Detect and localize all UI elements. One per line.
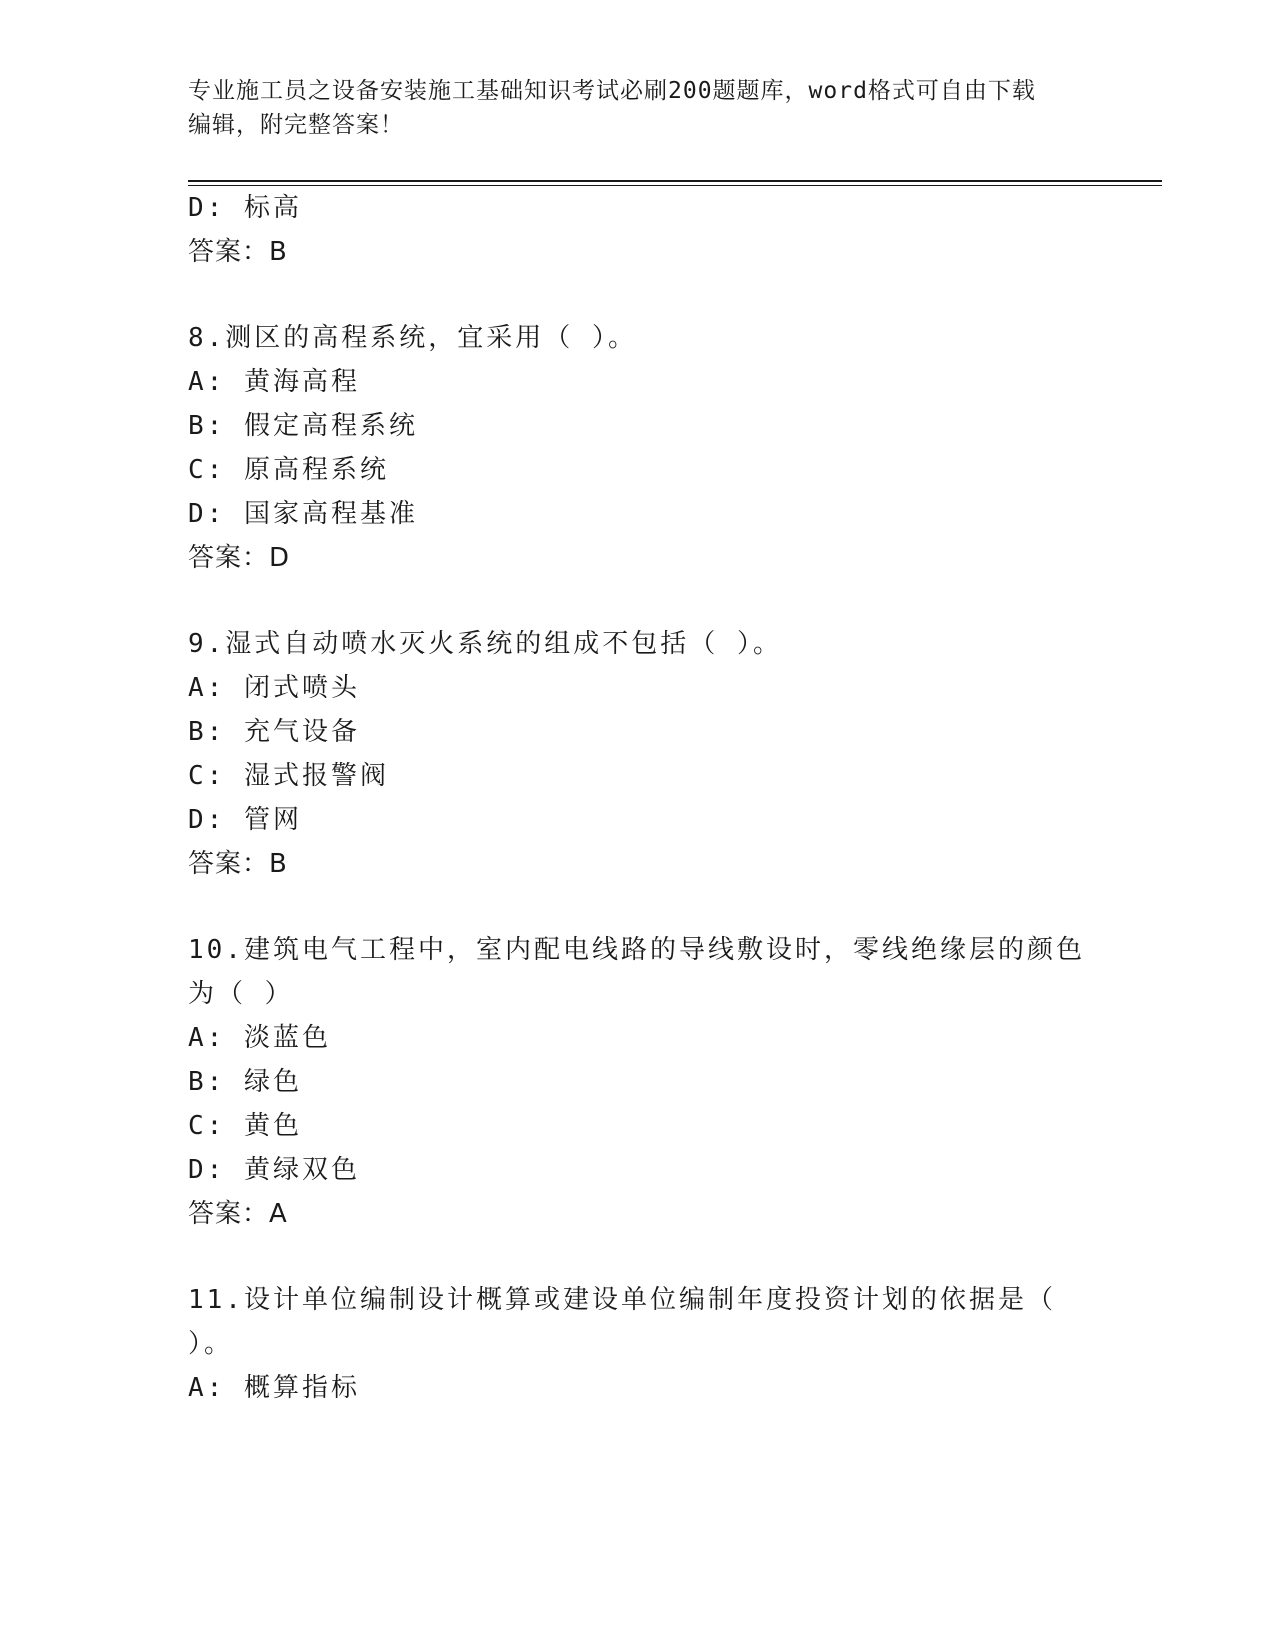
question-10-text-line-2: 为（ ） — [188, 979, 294, 1009]
question-9-option-d: D: 管网 — [188, 805, 302, 835]
question-10-answer: 答案：A — [188, 1199, 288, 1229]
question-10-text-line-1: 10.建筑电气工程中，室内配电线路的导线敷设时，零线绝缘层的颜色 — [188, 935, 1085, 965]
question-9-answer: 答案：B — [188, 849, 288, 879]
question-11-text-line-1: 11.设计单位编制设计概算或建设单位编制年度投资计划的依据是（ — [188, 1285, 1056, 1315]
question-8-option-b: B: 假定高程系统 — [188, 411, 418, 441]
header-divider-thick — [188, 180, 1162, 182]
question-10-option-d: D: 黄绿双色 — [188, 1155, 360, 1185]
question-11-text-line-2: ）。 — [188, 1329, 234, 1359]
question-11-option-a: A: 概算指标 — [188, 1373, 360, 1403]
page-header — [188, 74, 1088, 142]
question-10-option-a: A: 淡蓝色 — [188, 1023, 331, 1053]
question-8-answer: 答案：D — [188, 543, 291, 573]
question-8-option-a: A: 黄海高程 — [188, 367, 360, 397]
prev-question-option-d: D: 标高 — [188, 193, 302, 223]
question-8-option-c: C: 原高程系统 — [188, 455, 389, 485]
question-8-option-d: D: 国家高程基准 — [188, 499, 418, 529]
header-title-line-2: 编辑，附完整答案！ — [188, 112, 404, 138]
question-9-option-b: B: 充气设备 — [188, 717, 360, 747]
question-9-text: 9.湿式自动喷水灭火系统的组成不包括（ ）。 — [188, 629, 782, 659]
header-title-line-1: 专业施工员之设备安装施工基础知识考试必刷200题题库，word格式可自由下载 — [188, 78, 1036, 104]
header-divider-thin — [188, 185, 1162, 186]
question-10-option-c: C: 黄色 — [188, 1111, 302, 1141]
question-8-text: 8.测区的高程系统，宜采用（ ）。 — [188, 323, 637, 353]
question-9-option-c: C: 湿式报警阀 — [188, 761, 389, 791]
question-9-option-a: A: 闭式喷头 — [188, 673, 360, 703]
question-10-option-b: B: 绿色 — [188, 1067, 302, 1097]
prev-question-answer: 答案：B — [188, 237, 288, 267]
